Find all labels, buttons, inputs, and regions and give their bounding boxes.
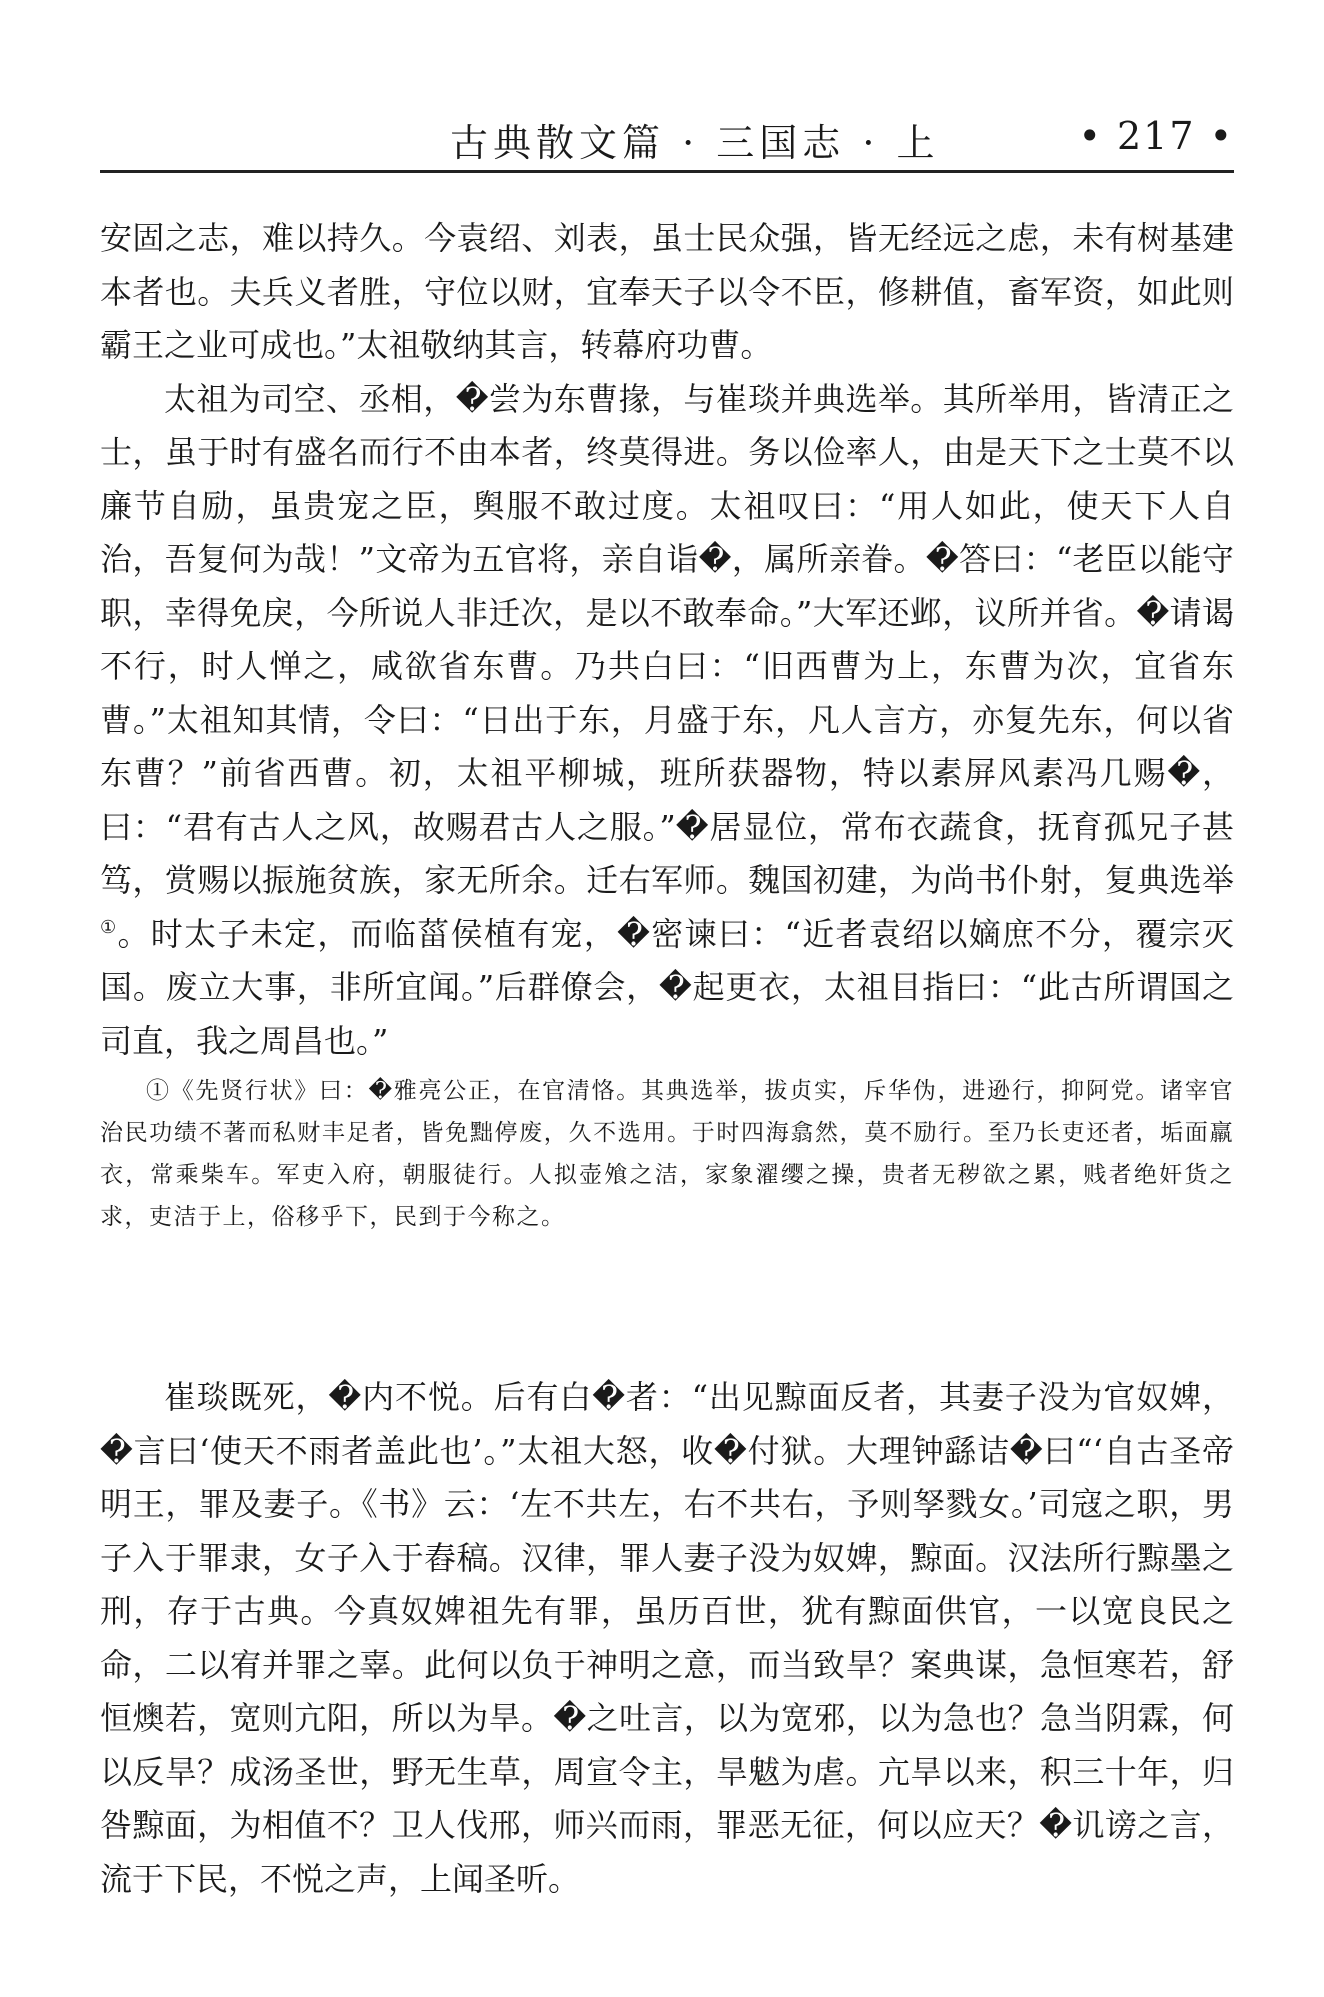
footnote-marker: ① <box>100 916 118 938</box>
header-rule <box>100 170 1234 173</box>
running-header <box>100 106 1234 166</box>
footnote-block <box>100 1070 1234 1238</box>
page-number: • 217 • <box>1078 114 1234 158</box>
paragraph-2-text: 太祖为司空、丞相，�尝为东曹掾，与崔琰并典选举。其所举用，皆清正之士，虽于时有盛名而行不由本者，终莫得进。务以俭率人，由是天下之士莫不以廉节自励，虽贵宠之臣，舆服不敢过度。太祖叹曰：“用人如此，使天下人自治，吾复何为哉！”文帝为五官将，亲自诣�，属所亲眷。�答曰：“老臣以能守职，幸得免戾，今所说人非迁次，是以不敢奉命。”大军还邺，议所并省。�请谒不行，时人惮之，咸欲省东曹。乃共白曰：“旧西曹为上，东曹为次，宜省东曹。”太祖知其情，令曰：“日出于东，月盛于东，凡人言方，亦复先东，何以省东曹？”前省西曹。初，太祖平柳城，班所获器物，特以素屏风素冯几赐�，曰：“君有古人之风，故赐君古人之服。”�居显位，常布衣蔬食，抚育孤兄子甚笃，赏赐以振施贫族，家无所余。迁右军师。魏国初建，为尚书仆射，复典选举 <box>100 379 1234 899</box>
footnote: ①《先贤行状》曰：�雅亮公正，在官清恪。其典选举，拔贞实，斥华伪，进逊行，抑阿党。诸宰官治民功绩不著而私财丰足者，皆免黜停废，久不选用。于时四海翕然，莫不励行。至乃长吏还者，垢面羸衣，常乘柴车。军吏入府，朝服徒行。人拟壶飧之洁，家象濯缨之操，贵者无秽欲之累，贱者绝奸货之求，吏洁于上，俗移乎下，民到于今称之。 <box>100 1078 1234 1230</box>
paragraph-2-continuation: 。时太子未定，而临菑侯植有宠，�密谏曰：“近者袁绍以嫡庶不分，覆宗灭国。废立大事，非所宜闻。”后群僚会，�起更衣，太祖目指曰：“此古所谓国之司直，我之周昌也。” <box>100 914 1234 1060</box>
main-text-block <box>100 212 1234 1068</box>
header-title: 古典散文篇 · 三国志 · 上 <box>450 121 940 165</box>
paragraph-3: 崔琰既死，�内不悦。后有白�者：“出见黥面反者，其妻子没为官奴婢，�言曰‘使天不雨者盖此也’。”太祖大怒，收�付狱。大理钟繇诘�曰“‘自古圣帝明王，罪及妻子。《书》云：‘左不共左，右不共右，予则孥戮女。’司寇之职，男子入于罪隶，女子入于舂稿。汉律，罪人妻子没为奴婢，黥面。汉法所行黥墨之刑，存于古典。今真奴婢祖先有罪，虽历百世，犹有黥面供官，一以宽良民之命，二以宥并罪之辜。此何以负于神明之意，而当致旱？案典谋，急恒寒若，舒恒燠若，宽则亢阳，所以为旱。�之吐言，以为宽邪，以为急也？急当阴霖，何以反旱？成汤圣世，野无生草，周宣令主，旱魃为虐。亢旱以来，积三十年，归咎黥面，为相值不？卫人伐邢，师兴而雨，罪恶无征，何以应天？�讥谤之言，流于下民，不悦之声，上闻圣听。 <box>100 1378 1234 1898</box>
paragraph-1: 安固之志，难以持久。今袁绍、刘表，虽士民众强，皆无经远之虑，未有树基建本者也。夫兵义者胜，守位以财，宜奉天子以令不臣，修耕值，畜军资，如此则霸王之业可成也。”太祖敬纳其言，转幕府功曹。 <box>100 219 1234 364</box>
paragraph-2 <box>100 373 1234 1069</box>
main-text-block-2 <box>100 1371 1234 1906</box>
